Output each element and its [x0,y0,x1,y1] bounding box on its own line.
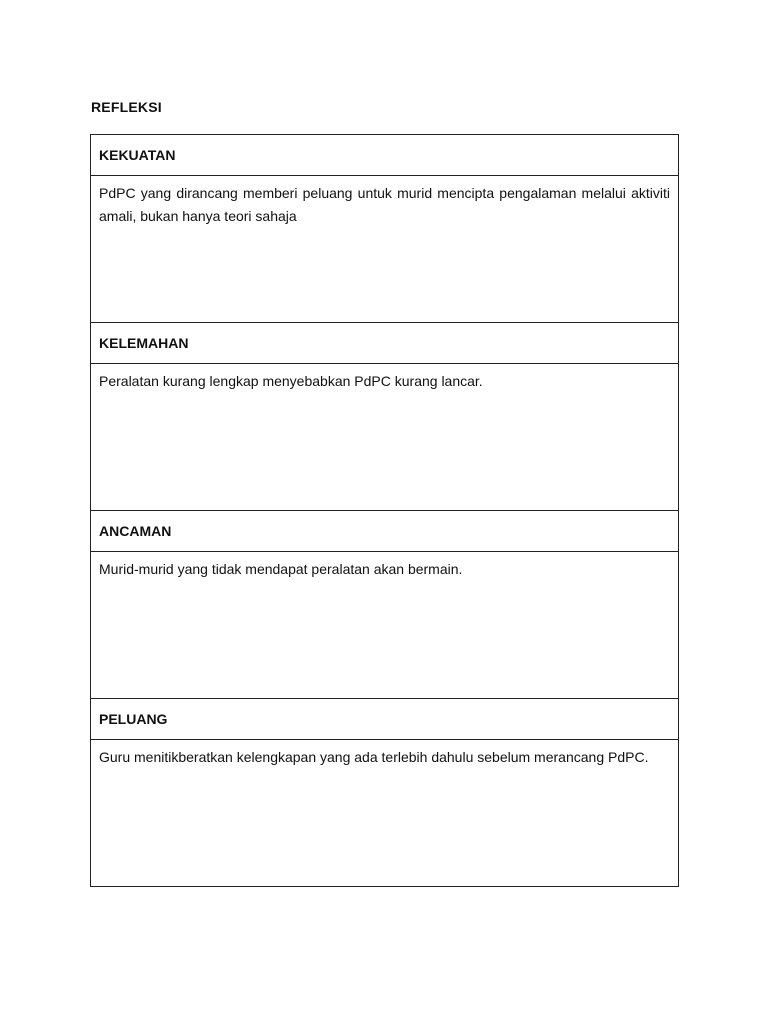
section-content: Murid-murid yang tidak mendapat peralatan akan bermain. [91,552,679,699]
section-body-peluang [91,740,679,887]
section-heading: KEKUATAN [91,135,679,176]
section-header-ancaman [91,511,679,552]
section-heading: KELEMAHAN [91,323,679,364]
section-header-kelemahan [91,323,679,364]
section-body-kekuatan [91,176,679,323]
section-content: PdPC yang dirancang memberi peluang untuk murid mencipta pengalaman melalui aktiviti amali, bukan hanya teori sahaja [91,176,679,323]
section-body-kelemahan [91,364,679,511]
section-header-peluang [91,699,679,740]
section-content: Peralatan kurang lengkap menyebabkan PdPC kurang lancar. [91,364,679,511]
section-header-kekuatan [91,135,679,176]
reflection-table [90,134,679,887]
section-content: Guru menitikberatkan kelengkapan yang ada terlebih dahulu sebelum merancang PdPC. [91,740,679,887]
page-title: REFLEKSI [91,99,162,115]
section-heading: PELUANG [91,699,679,740]
section-body-ancaman [91,552,679,699]
section-heading: ANCAMAN [91,511,679,552]
